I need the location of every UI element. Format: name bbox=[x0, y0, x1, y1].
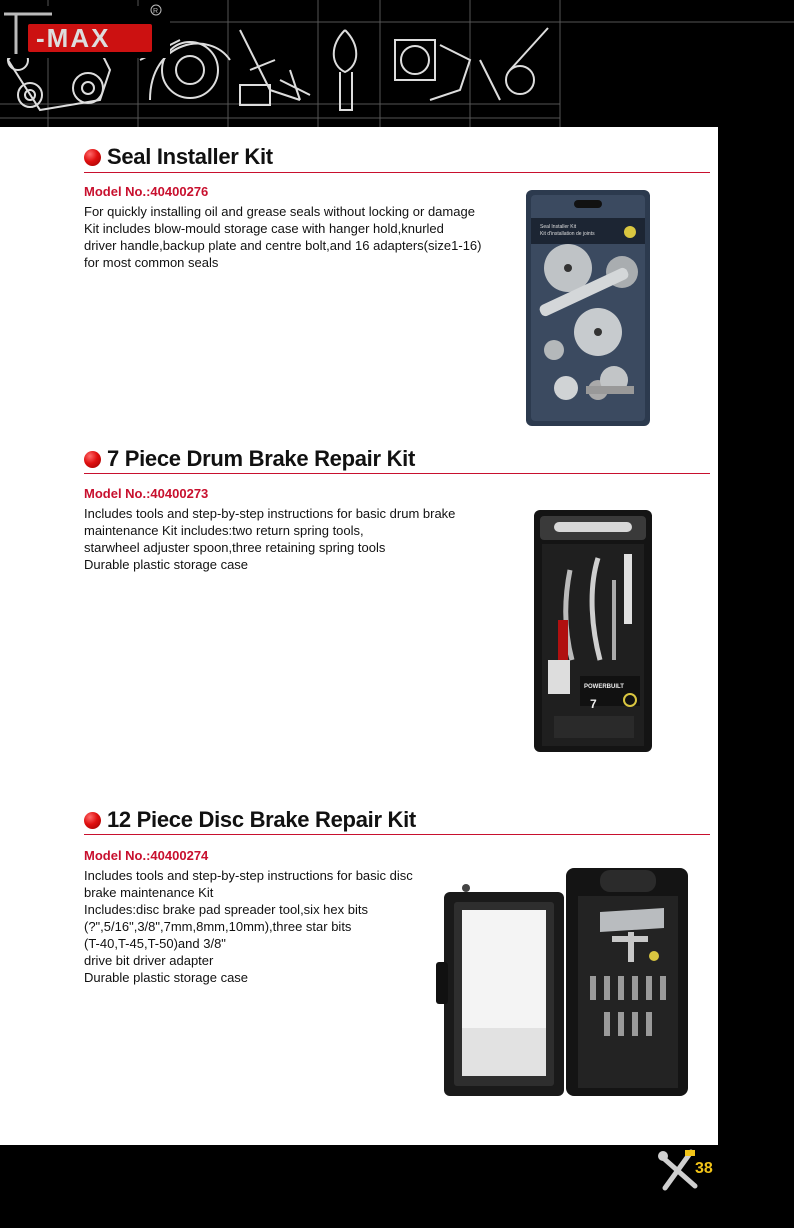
svg-text:7: 7 bbox=[590, 697, 597, 711]
description-line: for most common seals bbox=[84, 255, 219, 270]
svg-text:Seal Installer Kit: Seal Installer Kit bbox=[540, 224, 577, 230]
header-banner bbox=[0, 0, 794, 127]
description-line: maintenance Kit includes:two return spring tools, bbox=[84, 523, 364, 538]
description-line: driver handle,backup plate and centre bolt,and 16 adapters(size1-16) bbox=[84, 238, 482, 253]
description-line: Durable plastic storage case bbox=[84, 970, 249, 985]
section-title-drum-brake bbox=[84, 446, 415, 472]
product-description bbox=[84, 505, 455, 573]
description-line: Kit includes blow-mould storage case with hanger hold,knurled bbox=[84, 221, 444, 236]
description-line: Includes tools and step-by-step instructions for basic disc bbox=[84, 868, 413, 883]
svg-text:Kit d'installation de joints: Kit d'installation de joints bbox=[540, 231, 595, 237]
section-title-text: 12 Piece Disc Brake Repair Kit bbox=[107, 807, 416, 832]
right-border bbox=[718, 127, 794, 1145]
description-line: Includes:disc brake pad spreader tool,six hex bits bbox=[84, 902, 368, 917]
red-bullet-icon bbox=[84, 812, 101, 829]
product-description bbox=[84, 203, 481, 271]
section-title-text: Seal Installer Kit bbox=[107, 144, 273, 169]
description-line: Includes tools and step-by-step instructions for basic drum brake bbox=[84, 506, 456, 521]
section-divider bbox=[84, 834, 710, 835]
section-title-disc-brake bbox=[84, 807, 416, 833]
description-line: drive bit driver adapter bbox=[84, 953, 214, 968]
svg-text:-MAX: -MAX bbox=[36, 23, 111, 53]
product-description bbox=[84, 867, 413, 986]
page-number-badge bbox=[655, 1148, 725, 1194]
description-line: starwheel adjuster spoon,three retaining spring tools bbox=[84, 540, 386, 555]
red-bullet-icon bbox=[84, 451, 101, 468]
section-divider bbox=[84, 473, 710, 474]
model-number: Model No.:40400276 bbox=[84, 184, 209, 199]
seal-installer-kit-photo bbox=[526, 190, 650, 426]
drum-brake-kit-photo bbox=[534, 510, 652, 752]
section-title-seal-installer bbox=[84, 144, 273, 170]
svg-text:POWERBUILT: POWERBUILT bbox=[584, 684, 624, 690]
page-number: 38 bbox=[695, 1160, 713, 1177]
description-line: Durable plastic storage case bbox=[84, 557, 249, 572]
section-title-text: 7 Piece Drum Brake Repair Kit bbox=[107, 446, 415, 471]
description-line: (?",5/16",3/8",7mm,8mm,10mm),three star bits bbox=[84, 919, 352, 934]
section-divider bbox=[84, 172, 710, 173]
description-line: For quickly installing oil and grease seals without locking or damage bbox=[84, 204, 475, 219]
description-line: (T-40,T-45,T-50)and 3/8" bbox=[84, 936, 226, 951]
t-max-logo bbox=[0, 0, 170, 62]
model-number: Model No.:40400274 bbox=[84, 848, 209, 863]
description-line: brake maintenance Kit bbox=[84, 885, 214, 900]
svg-text:R: R bbox=[153, 8, 159, 15]
disc-brake-kit-photo bbox=[432, 866, 690, 1100]
red-bullet-icon bbox=[84, 149, 101, 166]
model-number: Model No.:40400273 bbox=[84, 486, 209, 501]
